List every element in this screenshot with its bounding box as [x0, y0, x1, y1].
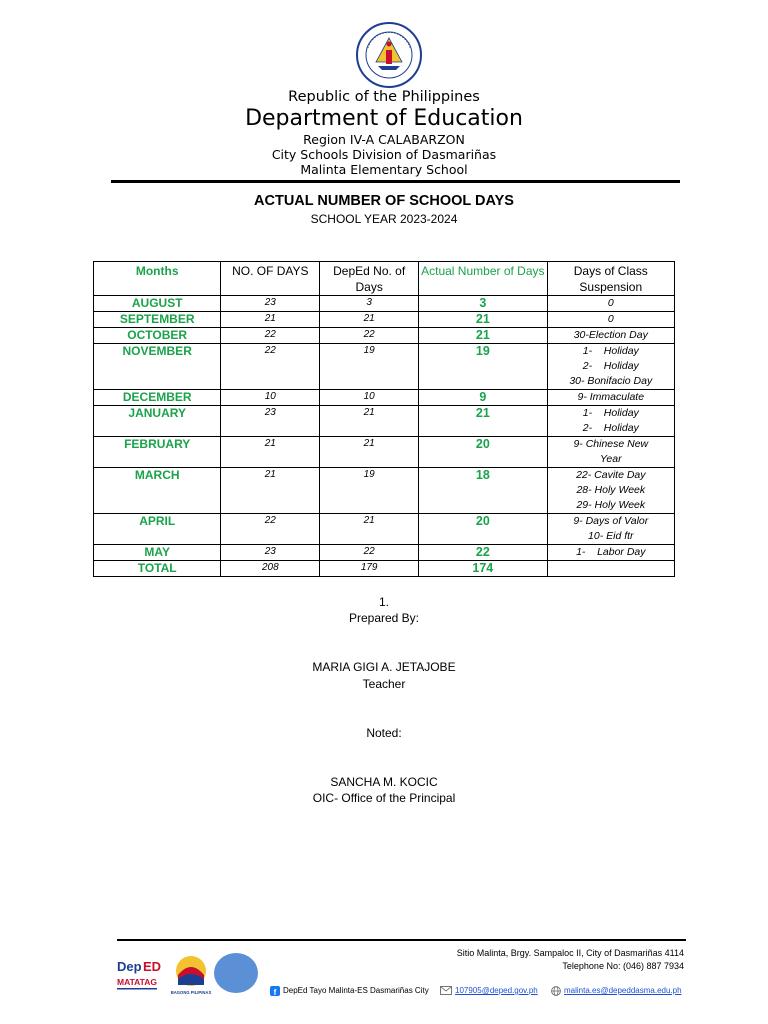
- email-link[interactable]: 107905@deped.gov.ph: [455, 986, 538, 995]
- suspension-line: 29- Holy Week: [576, 499, 646, 511]
- actual-days-cell: 21: [419, 312, 548, 328]
- facebook-contact[interactable]: [270, 985, 429, 996]
- suspension-cell: [547, 296, 674, 312]
- deped-days-cell: 21: [320, 514, 419, 545]
- month-cell: NOVEMBER: [94, 344, 221, 390]
- suspension-line: 9- Days of Valor: [573, 515, 649, 527]
- suspension-line: Year: [599, 453, 622, 465]
- suspension-line: 30-Election Day: [573, 329, 648, 341]
- svg-text:f: f: [273, 987, 277, 996]
- envelope-icon: [440, 986, 452, 995]
- no-of-days-cell: 10: [221, 390, 320, 406]
- deped-days-cell: 3: [320, 296, 419, 312]
- table-row: [94, 545, 675, 561]
- address-line: Sitio Malinta, Brgy. Sampaloc II, City of Dasmariñas 4114: [456, 948, 684, 958]
- telephone-line: Telephone No: (046) 887 7934: [562, 961, 684, 971]
- deped-seal-logo: [356, 22, 422, 88]
- suspension-line: 0: [607, 313, 614, 325]
- svg-text:Dep: Dep: [117, 959, 142, 974]
- no-of-days-cell: 22: [221, 328, 320, 344]
- email-contact[interactable]: [440, 985, 538, 996]
- actual-days-cell: 20: [419, 437, 548, 468]
- school-logo: [214, 953, 258, 993]
- no-of-days-cell: 22: [221, 514, 320, 545]
- suspension-line: 28- Holy Week: [576, 484, 646, 496]
- suspension-line: 1- Holiday: [582, 345, 639, 357]
- website-link[interactable]: malinta.es@depeddasma.edu.ph: [564, 986, 682, 995]
- table-row: [94, 328, 675, 344]
- prepared-by-label: Prepared By:: [348, 611, 420, 625]
- no-of-days-cell: 23: [221, 296, 320, 312]
- actual-days-header: Actual Number of Days: [419, 262, 548, 296]
- region-line: Region IV-A CALABARZON: [303, 132, 465, 147]
- no-of-days-cell: 22: [221, 344, 320, 390]
- deped-days-cell: 22: [320, 545, 419, 561]
- website-contact[interactable]: [551, 985, 682, 996]
- actual-days-cell: 174: [419, 561, 548, 577]
- month-cell: OCTOBER: [94, 328, 221, 344]
- globe-icon: [551, 986, 561, 996]
- suspension-line: 9- Immaculate: [577, 391, 645, 403]
- suspension-line: 1- Holiday: [582, 407, 639, 419]
- table-row: [94, 406, 675, 437]
- suspension-line: 2- Holiday: [582, 360, 639, 372]
- table-row: [94, 468, 675, 514]
- actual-days-cell: 21: [419, 406, 548, 437]
- deped-days-cell: 21: [320, 312, 419, 328]
- suspension-cell: [547, 468, 674, 514]
- suspension-cell: [547, 312, 674, 328]
- deped-days-cell: 19: [320, 468, 419, 514]
- bagong-pilipinas-logo: [170, 953, 212, 997]
- suspension-cell: [547, 344, 674, 390]
- document-subtitle: SCHOOL YEAR 2023-2024: [310, 212, 458, 226]
- suspension-cell: [547, 406, 674, 437]
- table-row: [94, 344, 675, 390]
- deped-days-cell: 21: [320, 406, 419, 437]
- school-days-table: [93, 261, 675, 577]
- deped-days-header: DepEd No. of Days: [320, 262, 419, 296]
- republic-heading: Republic of the Philippines: [288, 89, 480, 105]
- actual-days-cell: 22: [419, 545, 548, 561]
- no-of-days-cell: 23: [221, 545, 320, 561]
- table-body: [94, 296, 675, 577]
- actual-days-cell: 20: [419, 514, 548, 545]
- deped-days-cell: 10: [320, 390, 419, 406]
- actual-days-cell: 18: [419, 468, 548, 514]
- table-row: [94, 437, 675, 468]
- preparer-name: MARIA GIGI A. JETAJOBE: [312, 660, 456, 674]
- table-row: [94, 561, 675, 577]
- suspension-line: 22- Cavite Day: [576, 469, 646, 481]
- no-of-days-cell: 21: [221, 468, 320, 514]
- footer-address: [457, 947, 684, 973]
- month-cell: APRIL: [94, 514, 221, 545]
- table-header-row: [94, 262, 675, 296]
- suspension-header: Days of Class Suspension: [547, 262, 674, 296]
- actual-days-cell: 9: [419, 390, 548, 406]
- division-line: City Schools Division of Dasmariñas: [271, 147, 497, 162]
- actual-days-cell: 19: [419, 344, 548, 390]
- deped-matatag-logo: [115, 957, 163, 993]
- header-divider: [111, 180, 680, 183]
- suspension-line: 2- Holiday: [582, 422, 639, 434]
- table-row: [94, 312, 675, 328]
- deped-days-cell: 179: [320, 561, 419, 577]
- month-cell: SEPTEMBER: [94, 312, 221, 328]
- school-line: Malinta Elementary School: [300, 162, 468, 177]
- svg-text:MATATAG: MATATAG: [117, 977, 157, 987]
- table-row: [94, 390, 675, 406]
- svg-text:ED: ED: [143, 959, 162, 974]
- month-cell: MARCH: [94, 468, 221, 514]
- no-of-days-cell: 21: [221, 312, 320, 328]
- table-row: [94, 296, 675, 312]
- letterhead: [0, 88, 768, 177]
- table-row: [94, 514, 675, 545]
- month-cell: FEBRUARY: [94, 437, 221, 468]
- actual-days-cell: 3: [419, 296, 548, 312]
- noter-title: OIC- Office of the Principal: [312, 791, 456, 805]
- suspension-line: 9- Chinese New: [573, 438, 649, 450]
- noted-label: Noted:: [366, 726, 402, 740]
- suspension-line: 10- Eid ftr: [588, 530, 634, 542]
- month-cell: DECEMBER: [94, 390, 221, 406]
- suspension-line: 1- Labor Day: [576, 546, 646, 558]
- suspension-cell: [547, 437, 674, 468]
- preparer-title: Teacher: [362, 677, 406, 691]
- no-of-days-cell: 208: [221, 561, 320, 577]
- svg-text:BAGONG PILIPINAS: BAGONG PILIPINAS: [170, 990, 212, 995]
- facebook-label: DepEd Tayo Malinta-ES Dasmariñas City: [283, 986, 429, 995]
- month-cell: TOTAL: [94, 561, 221, 577]
- department-heading: Department of Education: [245, 106, 523, 131]
- footer-divider: [117, 939, 686, 941]
- month-cell: MAY: [94, 545, 221, 561]
- suspension-cell: [547, 328, 674, 344]
- no-of-days-header: NO. OF DAYS: [221, 262, 320, 296]
- deped-days-cell: 19: [320, 344, 419, 390]
- no-of-days-cell: 21: [221, 437, 320, 468]
- no-of-days-cell: 23: [221, 406, 320, 437]
- suspension-cell: [547, 514, 674, 545]
- facebook-icon: [270, 986, 280, 996]
- suspension-line: 30- Bonifacio Day: [569, 375, 653, 387]
- document-title: ACTUAL NUMBER OF SCHOOL DAYS: [254, 193, 514, 209]
- months-header: Months: [94, 262, 221, 296]
- deped-days-cell: 22: [320, 328, 419, 344]
- month-cell: AUGUST: [94, 296, 221, 312]
- suspension-cell: [547, 545, 674, 561]
- actual-days-cell: 21: [419, 328, 548, 344]
- suspension-cell: [547, 561, 674, 577]
- list-marker: 1.: [378, 595, 389, 609]
- suspension-cell: [547, 390, 674, 406]
- noter-name: SANCHA M. KOCIC: [330, 775, 438, 789]
- month-cell: JANUARY: [94, 406, 221, 437]
- deped-days-cell: 21: [320, 437, 419, 468]
- suspension-line: 0: [607, 297, 614, 309]
